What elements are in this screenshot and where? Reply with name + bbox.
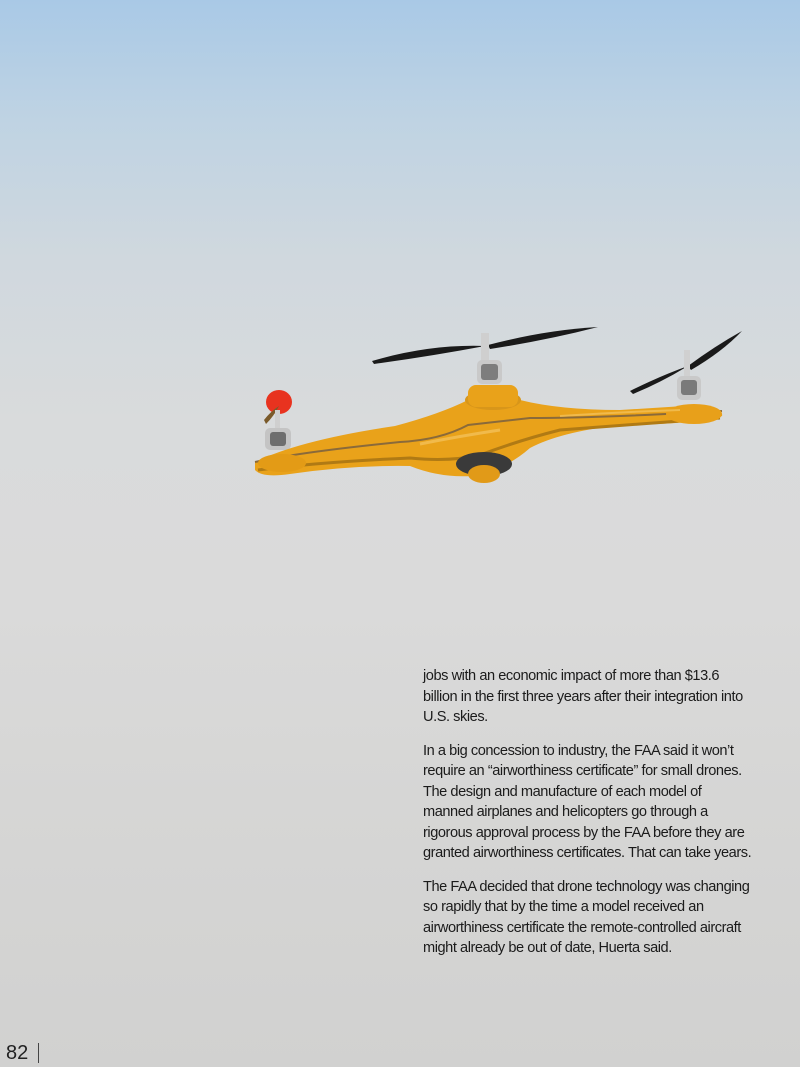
right-rotor <box>630 331 742 400</box>
article-paragraph-2: In a big concession to industry, the FAA said it won’t require an “airworthiness certificate” for small drones. The design and manufacture of each model of manned airplanes and helicopters go through a rigorous approval process by the FAA before they are granted airworthiness certificates. That can take years. <box>423 742 752 861</box>
page-number-divider <box>38 1043 39 1063</box>
page-footer <box>6 1040 39 1066</box>
rear-rotor <box>372 327 598 384</box>
page-number: 82 <box>6 1041 29 1064</box>
article-paragraph-1: jobs with an economic impact of more than $13.6 billion in the first three years after their integration into U.S. skies. <box>423 668 743 725</box>
article-body <box>423 666 753 972</box>
drone-body <box>255 385 722 483</box>
article-paragraph-3: The FAA decided that drone technology was changing so rapidly that by the time a model received an airworthiness certificate the remote-controlled aircraft might already be out of date, Huerta said. <box>423 878 750 956</box>
left-rotor <box>264 390 292 450</box>
